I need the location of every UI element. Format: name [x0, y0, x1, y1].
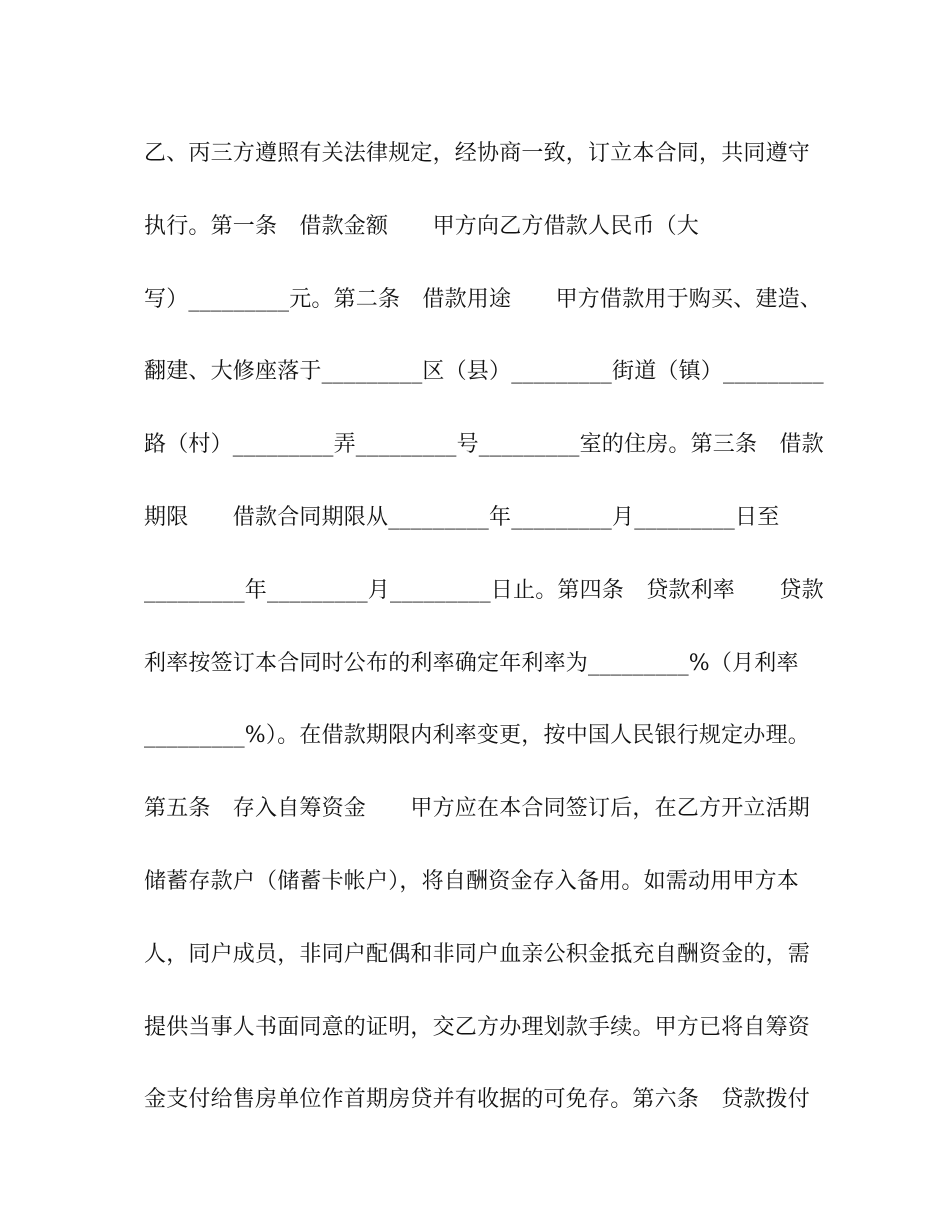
- text-line: 第五条 存入自筹资金 甲方应在本合同签订后，在乙方开立活期: [144, 796, 811, 822]
- text-line: 储蓄存款户（储蓄卡帐户），将自酬资金存入备用。如需动用甲方本: [144, 868, 800, 894]
- text-line: 提供当事人书面同意的证明，交乙方办理划款手续。甲方已将自筹资: [144, 1014, 811, 1040]
- text-line: 写）_________元。第二条 借款用途 甲方借款用于购买、建造、: [144, 286, 823, 312]
- text-line: 翻建、大修座落于_________区（县）_________街道（镇）_________: [144, 359, 824, 385]
- text-line: 利率按签订本合同时公布的利率确定年利率为_________%（月利率: [144, 650, 799, 676]
- text-line: _________%）。在借款期限内利率变更，按中国人民银行规定办理。: [144, 723, 810, 749]
- contract-text: [144, 118, 824, 1137]
- text-line: 乙、丙三方遵照有关法律规定，经协商一致，订立本合同，共同遵守: [144, 141, 811, 166]
- text-line: 路（村）_________弄_________号_________室的住房。第三条 借款: [144, 432, 824, 458]
- text-line: 人，同户成员，非同户配偶和非同户血亲公积金抵充自酬资金的，需: [144, 941, 811, 967]
- text-line: 执行。第一条 借款金额 甲方向乙方借款人民币（大: [144, 213, 700, 239]
- text-line: 期限 借款合同期限从_________年_________月_________日至: [144, 504, 780, 530]
- text-line: _________年_________月_________日止。第四条 贷款利率 贷款: [144, 577, 824, 603]
- text-line: 金支付给售房单位作首期房贷并有收据的可免存。第六条 贷款拨付: [144, 1087, 811, 1113]
